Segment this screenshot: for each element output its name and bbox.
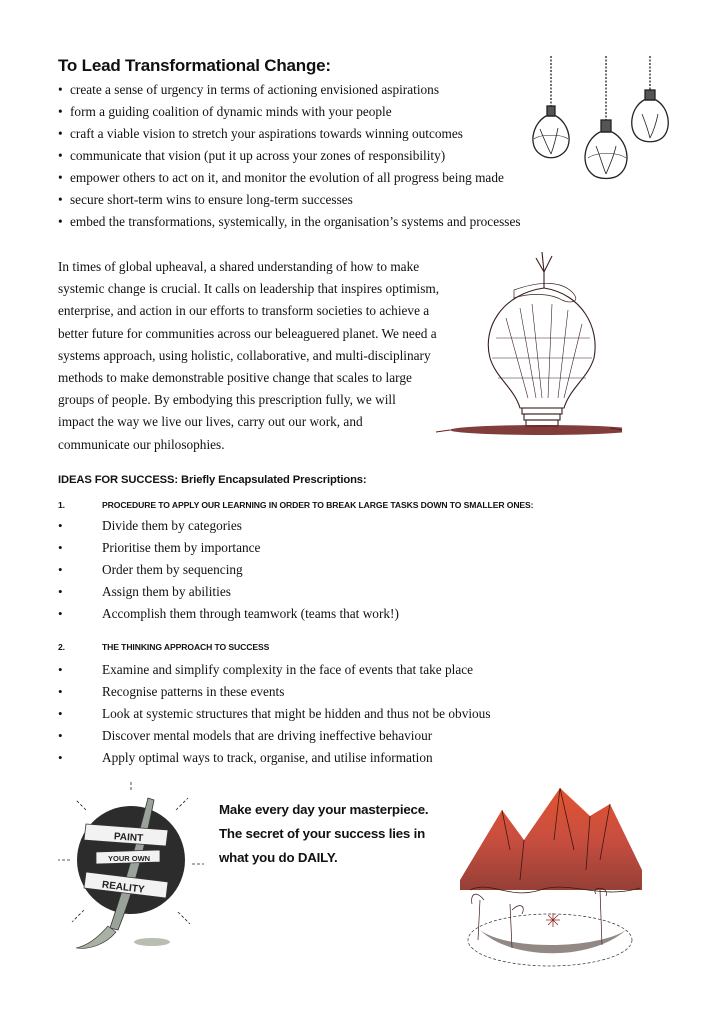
section-2-list <box>58 660 491 770</box>
bullet: • <box>58 126 63 141</box>
badge-line-2: YOUR OWN <box>108 854 151 863</box>
page-title: To Lead Transformational Change: <box>58 56 331 75</box>
list-item: • Prioritise them by importance <box>58 540 261 555</box>
badge-line-1: PAINT <box>113 831 144 845</box>
list-item: • Recognise patterns in these events <box>58 684 285 699</box>
bullet: • <box>58 148 63 163</box>
list-item: • Order them by sequencing <box>58 562 243 577</box>
intro-paragraph: In times of global upheaval, a shared understanding of how to make systemic change is crucial. It calls on leadership that inspires optimism, enterprise, and action in our efforts to transform societies to achieve a better future for communities across our beleaguered planet. We need a systems approach, using holistic, collaborative, and multi-disciplinary methods to make demonstrable positive change that scales to large groups of people. By embodying this prescription fully, we will impact the way we live our lives, carry out our work, and communicate our philosophies. <box>58 259 440 452</box>
list-item: • create a sense of urgency in terms of actioning envisioned aspirations <box>58 80 521 102</box>
list-item: • secure short-term wins to ensure long-term successes <box>58 190 521 212</box>
bullet: • <box>58 82 63 97</box>
section-1-list <box>58 516 399 626</box>
lead-change-list <box>58 80 521 234</box>
bullet: • <box>58 104 63 119</box>
badge-line-3: REALITY <box>101 879 146 896</box>
ideas-heading: IDEAS FOR SUCCESS: Briefly Encapsulated Prescriptions: <box>58 474 367 486</box>
list-item: • form a guiding coalition of dynamic minds with your people <box>58 102 521 124</box>
hanging-bulbs-illustration <box>510 54 675 186</box>
bullet: • <box>58 170 63 185</box>
list-item: • empower others to act on it, and monitor the evolution of all progress being made <box>58 168 521 190</box>
lightbulb-tree-illustration <box>432 248 622 448</box>
list-item: • Accomplish them through teamwork (teams that work!) <box>58 606 399 621</box>
list-item: • Divide them by categories <box>58 518 242 533</box>
list-item: • Examine and simplify complexity in the face of events that take place <box>58 662 474 677</box>
paint-brush-badge-illustration <box>56 780 206 950</box>
list-item: • Apply optimal ways to track, organise, and utilise information <box>58 750 433 765</box>
bullet: • <box>58 192 63 207</box>
section-1-heading: 1. PROCEDURE TO APPLY OUR LEARNING IN ORDER TO BREAK LARGE TASKS DOWN TO SMALLER ONES: <box>58 500 534 510</box>
list-item: • embed the transformations, systemically, in the organisation’s systems and processes <box>58 212 521 234</box>
list-item: • Look at systemic structures that might be hidden and thus not be obvious <box>58 706 491 721</box>
section-2-heading: 2. THE THINKING APPROACH TO SUCCESS <box>58 642 270 652</box>
list-item: • Discover mental models that are driving ineffective behaviour <box>58 728 433 743</box>
quote-block: Make every day your masterpiece. The secret of your success lies in what you do DAILY. <box>219 802 429 865</box>
bullet: • <box>58 214 63 229</box>
list-item: • communicate that vision (put it up across your zones of responsibility) <box>58 146 521 168</box>
list-item: • Assign them by abilities <box>58 584 231 599</box>
mountain-landscape-illustration <box>450 770 650 970</box>
list-item: • craft a viable vision to stretch your aspirations towards winning outcomes <box>58 124 521 146</box>
